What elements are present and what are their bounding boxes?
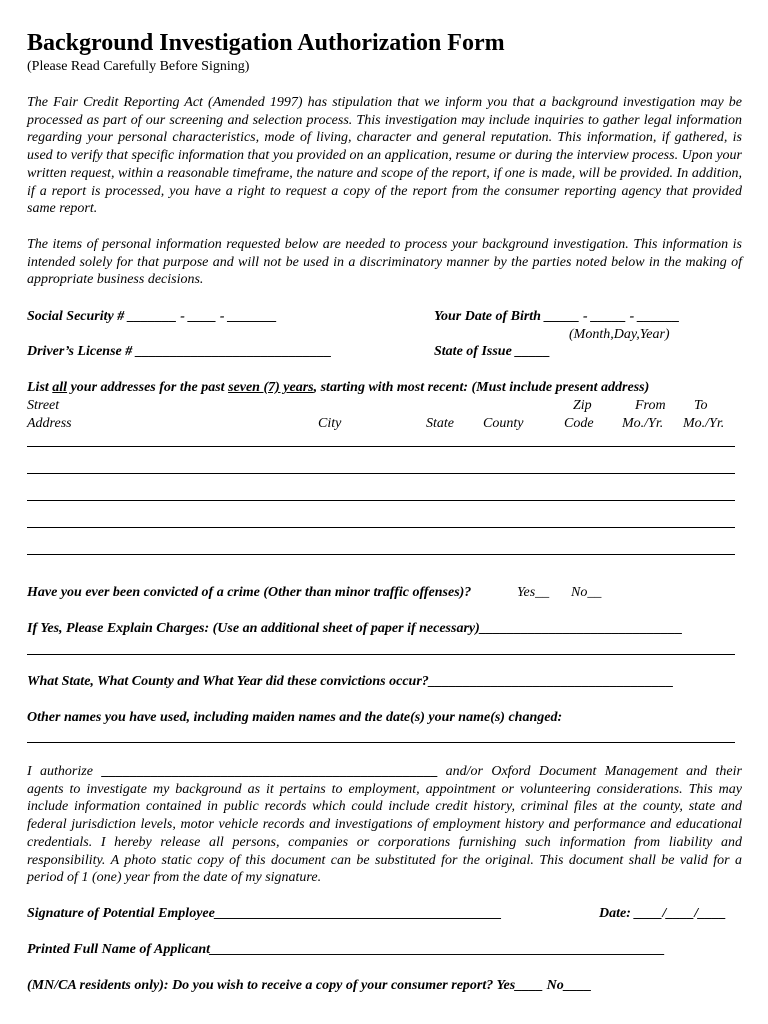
- address-line-2[interactable]: [27, 473, 735, 474]
- col-from-date: Mo./Yr.: [622, 416, 664, 431]
- address-line-5[interactable]: [27, 554, 735, 555]
- personal-info-paragraph: [27, 236, 742, 289]
- col-zip: Zip: [573, 398, 592, 413]
- other-names-line[interactable]: [27, 742, 735, 743]
- address-history-instructions: [27, 380, 649, 396]
- fcra-notice-paragraph: [27, 94, 742, 218]
- form-subtitle: (Please Read Carefully Before Signing): [27, 59, 250, 74]
- col-address: Address: [27, 416, 72, 431]
- address-intro-suffix: , starting with most recent: (Must include present address): [313, 380, 650, 395]
- drivers-license-field[interactable]: Driver’s License # ____________________________: [27, 344, 332, 359]
- address-intro-years: seven (7) years: [228, 380, 314, 395]
- address-line-4[interactable]: [27, 527, 735, 528]
- personal-info-text: The items of personal information requested below are needed to process your background investigation. This information is intended solely for that purpose and will not be used in a discriminatory manner by the parties noted below in the making of appropriate business decisions.: [27, 237, 742, 288]
- explain-charges-field[interactable]: If Yes, Please Explain Charges: (Use an additional sheet of paper if necessary)_____________________________: [27, 621, 683, 636]
- authorize-company-blank[interactable]: ________________________________________________: [101, 764, 438, 779]
- crime-question: Have you ever been convicted of a crime (Other than minor traffic offenses)?: [27, 585, 472, 600]
- address-intro-prefix: List: [27, 380, 53, 395]
- crime-yes-option[interactable]: Yes__: [517, 585, 550, 600]
- form-title: Background Investigation Authorization Form: [27, 30, 505, 56]
- consumer-report-question[interactable]: (MN/CA residents only): Do you wish to receive a copy of your consumer report? Yes____ No____: [27, 978, 592, 993]
- signature-field[interactable]: Signature of Potential Employee_________________________________________: [27, 906, 502, 921]
- conviction-location-field[interactable]: What State, What County and What Year did these convictions occur?___________________________________: [27, 674, 674, 689]
- address-intro-mid: your addresses for the past: [67, 380, 229, 395]
- col-from: From: [635, 398, 666, 413]
- authorization-text: and/or Oxford Document Management and their agents to investigate my background as it pertains to employment, appointment or volunteering considerations. This may include information contained in public records which could include credit history, criminal files at the county, state and federal jurisdiction levels, motor vehicle records and investigations of employment history and performance and educational credentials. I hereby release all persons, companies or corporations furnishing such information from liability and responsibility. A photo static copy of this document can be substituted for the original. This document shall be valid for a period of 1 (one) year from the date of my signature.: [27, 764, 742, 886]
- crime-no-option[interactable]: No__: [571, 585, 602, 600]
- explain-charges-line-2[interactable]: [27, 654, 735, 655]
- ssn-field[interactable]: Social Security # _______ - ____ - _______: [27, 309, 278, 324]
- col-street: Street: [27, 398, 60, 413]
- date-field[interactable]: Date: ____/____/____: [599, 906, 727, 921]
- printed-name-field[interactable]: Printed Full Name of Applicant_________________________________________________________________: [27, 942, 666, 957]
- address-intro-all: all: [52, 380, 68, 395]
- col-county: County: [483, 416, 524, 431]
- state-of-issue-field[interactable]: State of Issue _____: [434, 344, 551, 359]
- other-names-label: Other names you have used, including maiden names and the date(s) your name(s) changed:: [27, 710, 563, 725]
- authorization-paragraph: [27, 763, 742, 887]
- col-city: City: [318, 416, 342, 431]
- address-line-3[interactable]: [27, 500, 735, 501]
- col-state: State: [426, 416, 454, 431]
- dob-format-hint: (Month,Day,Year): [569, 327, 670, 342]
- authorize-prefix: I authorize: [27, 764, 93, 779]
- fcra-notice-text: The Fair Credit Reporting Act (Amended 1997) has stipulation that we inform you that a background investigation may be processed as part of our screening and selection process. This investigation may include inquiries to gather legal information regarding your personal characteristics, mode of living, character and general reputation. This information, if gathered, is used to verify that specific information that you provided on an application, resume or during the interview process. Upon your written request, within a reasonable timeframe, the nature and scope of the report, if one is made, will be provided. In addition, if a report is processed, you have a right to request a copy of the report from the consumer reporting agency that provided same report.: [27, 95, 742, 217]
- dob-field[interactable]: Your Date of Birth _____ - _____ - ______: [434, 309, 680, 324]
- col-to-date: Mo./Yr.: [683, 416, 725, 431]
- col-zip-code: Code: [564, 416, 594, 431]
- col-to: To: [694, 398, 708, 413]
- address-line-1[interactable]: [27, 446, 735, 447]
